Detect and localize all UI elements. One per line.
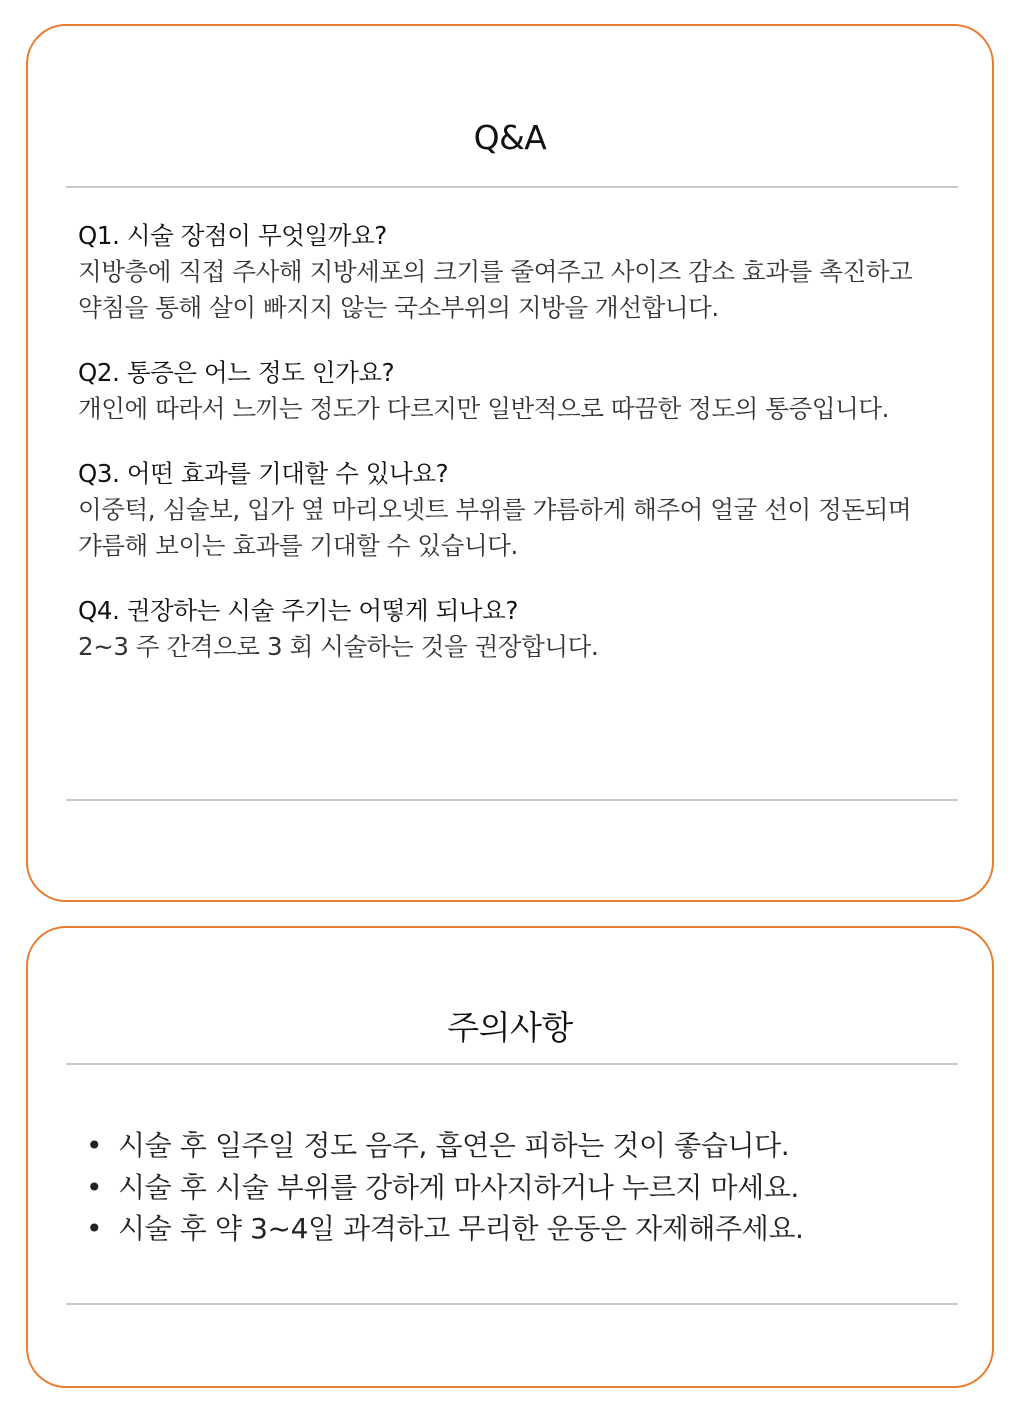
notice-title: 주의사항 [447,1008,573,1047]
qa-answer-1: 지방층에 직접 주사해 지방세포의 크기를 줄여주고 사이즈 감소 효과를 촉진하고 약침을 통해 살이 빠지지 않는 국소부위의 지방을 개선합니다. [78,257,913,322]
qa-card [26,24,994,902]
notice-item-3 [84,1208,944,1250]
qa-item-2 [78,355,948,427]
notice-list [84,1125,944,1250]
notice-item-1 [84,1125,944,1167]
qa-list [78,218,948,694]
notice-bottom-divider [66,1303,958,1305]
qa-answer-3: 이중턱, 심술보, 입가 옆 마리오넷트 부위를 갸름하게 해주어 얼굴 선이 정돈되며 갸름해 보이는 효과를 기대할 수 있습니다. [78,495,912,560]
notice-text-1: 시술 후 일주일 정도 음주, 흡연은 피하는 것이 좋습니다. [118,1129,790,1162]
qa-top-divider [66,186,958,188]
qa-bottom-divider [66,799,958,801]
qa-item-1 [78,218,948,326]
notice-card [26,926,994,1388]
bullet-icon: • [86,1212,103,1245]
bullet-icon: • [86,1129,103,1162]
qa-item-3 [78,456,948,564]
qa-answer-4: 2~3 주 간격으로 3 회 시술하는 것을 권장합니다. [78,632,599,661]
notice-text-3: 시술 후 약 3~4일 과격하고 무리한 운동은 자제해주세요. [118,1212,804,1245]
qa-question-3: Q3. 어떤 효과를 기대할 수 있나요? [78,459,449,488]
bullet-icon: • [86,1170,103,1204]
notice-item-2 [84,1167,944,1209]
notice-top-divider [66,1063,958,1065]
qa-question-1: Q1. 시술 장점이 무엇일까요? [78,221,387,250]
qa-title: Q&A [473,118,547,157]
qa-question-4: Q4. 권장하는 시술 주기는 어떻게 되나요? [78,596,519,625]
notice-text-2: 시술 후 시술 부위를 강하게 마사지하거나 누르지 마세요. [118,1170,799,1204]
qa-question-2: Q2. 통증은 어느 정도 인가요? [78,358,395,387]
qa-item-4 [78,593,948,665]
qa-answer-2: 개인에 따라서 느끼는 정도가 다르지만 일반적으로 따끔한 정도의 통증입니다. [78,394,890,423]
